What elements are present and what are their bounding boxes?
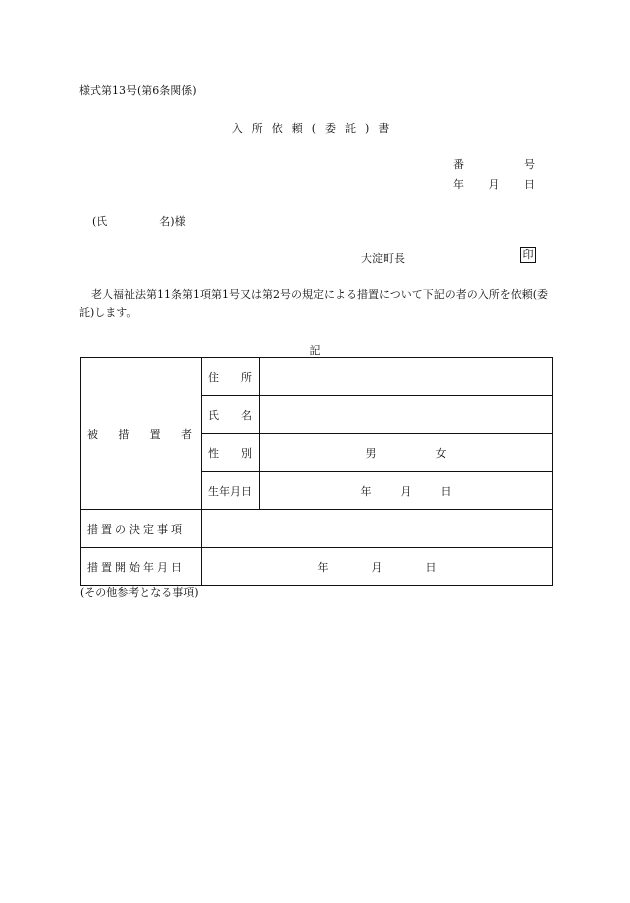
year-label: 年: [453, 178, 464, 191]
birth-value-cell[interactable]: [260, 472, 553, 510]
document-number-line: [453, 156, 535, 172]
start-label-cell: [81, 548, 202, 586]
month-label: 月: [488, 178, 500, 191]
seal-stamp: 印: [520, 247, 536, 263]
form-number: 様式第13号(第6条関係): [79, 84, 197, 97]
decision-value-cell[interactable]: [202, 510, 553, 548]
addressee-suffix: 名)様: [159, 215, 186, 228]
decision-label-cell: [81, 510, 202, 548]
number-label: 番: [453, 158, 464, 171]
person-label-char: 者: [180, 427, 192, 441]
name-value-cell[interactable]: [260, 396, 553, 434]
person-label-cell: [81, 358, 202, 510]
addressee-line: [92, 213, 186, 229]
sex-value-cell[interactable]: [260, 434, 553, 472]
document-title: 入所依頼(委託)書: [231, 122, 399, 135]
start-month: 月: [371, 560, 383, 574]
number-suffix: 号: [524, 158, 535, 171]
address-value-cell[interactable]: [260, 358, 553, 396]
start-day: 日: [425, 560, 437, 574]
sex-label: 性 別: [208, 446, 252, 460]
birth-month: 月: [400, 484, 412, 498]
birth-day: 日: [440, 484, 452, 498]
sender-mayor: 大淀町長: [361, 252, 405, 265]
person-label-char: 被: [87, 427, 98, 441]
issue-date-line: [453, 176, 535, 192]
sex-male: 男: [365, 446, 377, 460]
day-label: 日: [524, 178, 535, 191]
person-label-char: 置: [149, 427, 161, 441]
person-label: [81, 426, 201, 442]
birth-label: 生年月日: [208, 484, 252, 498]
sex-label-cell: [202, 434, 260, 472]
name-label-cell: [202, 396, 260, 434]
birth-year: 年: [360, 484, 372, 498]
details-table: [80, 357, 553, 586]
birth-label-cell: [202, 472, 260, 510]
addressee-prefix: (氏: [92, 215, 108, 228]
table-row: [81, 548, 553, 586]
start-label: 措置開始年月日: [87, 560, 185, 574]
table-row: [81, 510, 553, 548]
address-label-cell: [202, 358, 260, 396]
person-label-char: 措: [118, 427, 130, 441]
other-reference-note: (その他参考となる事項): [80, 586, 199, 599]
ki-heading: 記: [309, 344, 321, 357]
body-text: 老人福祉法第11条第1項第1号又は第2号の規定による措置について下記の者の入所を依頼(委託)します。: [79, 288, 549, 319]
decision-label: 措置の決定事項: [87, 522, 185, 536]
sex-female: 女: [435, 446, 447, 460]
table-row: [81, 358, 553, 396]
start-value-cell[interactable]: [202, 548, 553, 586]
address-label: 住 所: [208, 370, 252, 384]
start-year: 年: [317, 560, 329, 574]
name-label: 氏 名: [208, 408, 252, 422]
